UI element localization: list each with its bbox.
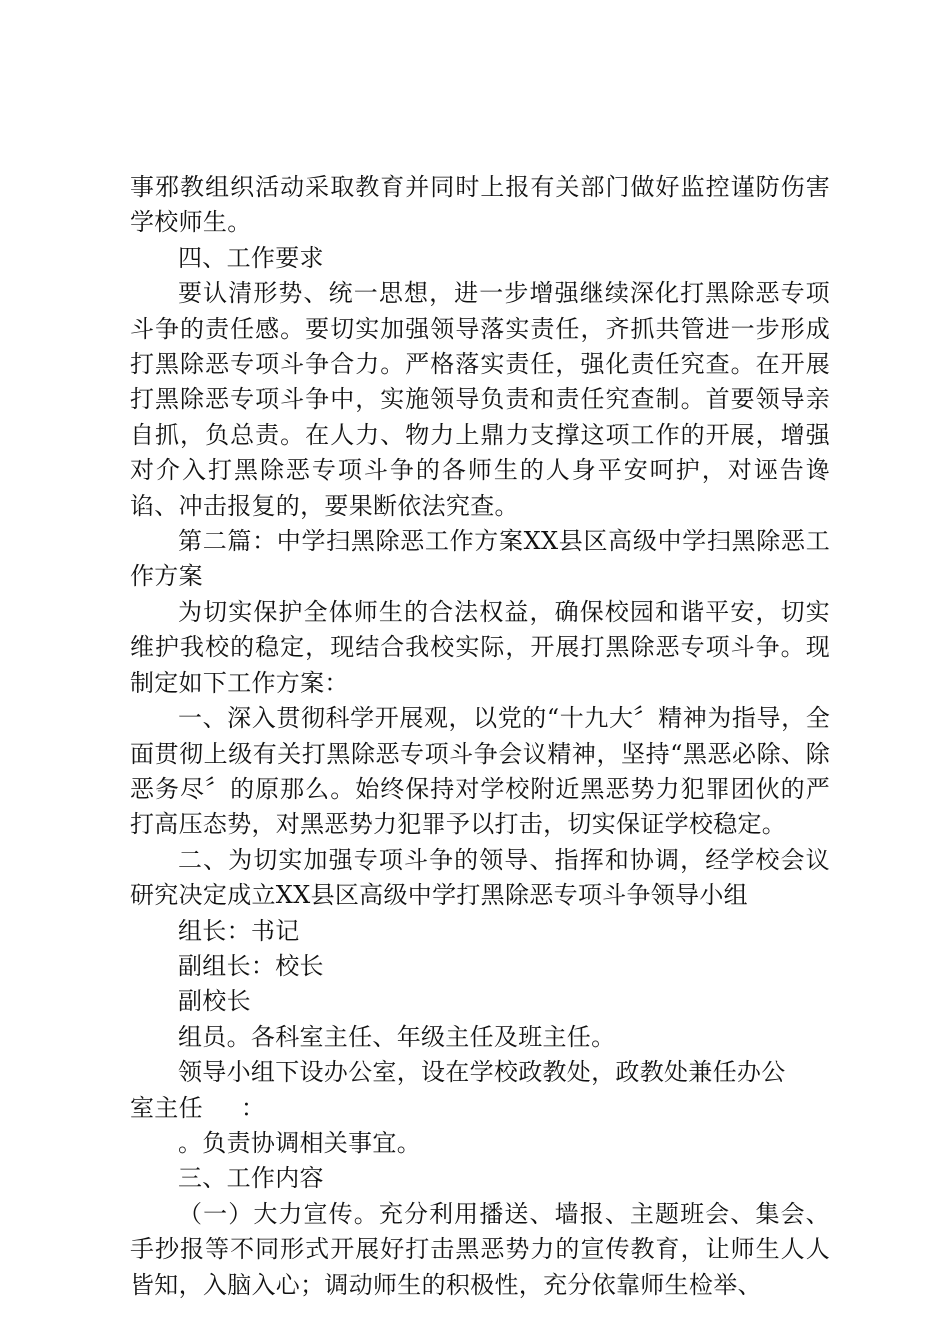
paragraph-publicity: （一）大力宣传。充分利用播送、墙报、主题班会、集会、手抄报等不同形式开展好打击黑恶势力的宣传教育，让师生人人皆知，入脑入心；调动师生的积极性，充分依靠师生检举、 [130, 1199, 830, 1299]
paragraph-section-two: 二、为切实加强专项斗争的领导、指挥和协调，经学校会议研究决定成立XX县区高级中学打黑除恶专项斗争领导小组 [130, 845, 830, 910]
office-paragraph [130, 1055, 830, 1126]
paragraph-section-one: 一、深入贯彻科学开展观，以党的“十九大〞精神为指导，全面贯彻上级有关打黑除恶专项斗争会议精神，坚持“黑恶必除、除恶务尽〞的原那么。始终保持对学校附近黑恶势力犯罪团伙的严打高压态势，对黑恶势力犯罪予以打击，切实保证学校稳定。 [130, 704, 830, 839]
document-page [130, 170, 830, 1303]
office-director-label: 室主任 [130, 1093, 203, 1122]
office-line-1: 领导小组下设办公室，设在学校政教处，政教处兼任办公 [178, 1058, 786, 1087]
paragraph-intro: 为切实保护全体师生的合法权益，确保校园和谐平安，切实维护我校的稳定，现结合我校实际，开展打黑除恶专项斗争。现制定如下工作方案： [130, 597, 830, 697]
paragraph-work-requirements: 要认清形势、统一思想，进一步增强继续深化打黑除恶专项斗争的责任感。要切实加强领导落实责任，齐抓共管进一步形成打黑除恶专项斗争合力。严格落实责任，强化责任究查。在开展打黑除恶专项斗争中，实施领导负责和责任究查制。首要领导亲自抓，负总责。在人力、物力上鼎力支撑这项工作的开展，增强对介入打黑除恶专项斗争的各师生的人身平安呵护，对诬告谗谄、冲击报复的，要果断依法究查。 [130, 279, 830, 520]
office-line-2 [130, 1091, 830, 1126]
vice-principal-line: 副校长 [178, 987, 251, 1016]
section-heading-work-content: 三、工作内容 [178, 1164, 324, 1193]
section-heading-work-requirements: 四、工作要求 [178, 243, 324, 272]
office-director-colon: ： [240, 1093, 266, 1122]
team-members-line: 组员。各科室主任、年级主任及班主任。 [178, 1022, 616, 1051]
team-leader-line: 组长：书记 [178, 916, 300, 945]
coordination-line: 。负责协调相关事宜。 [178, 1128, 421, 1157]
paragraph-1: 事邪教组织活动采取教育并同时上报有关部门做好监控谨防伤害学校师生。 [130, 173, 830, 237]
chapter-title-part-two: 第二篇：中学扫黑除恶工作方案XX县区高级中学扫黑除恶工作方案 [130, 527, 830, 591]
deputy-leader-line: 副组长：校长 [178, 951, 324, 980]
